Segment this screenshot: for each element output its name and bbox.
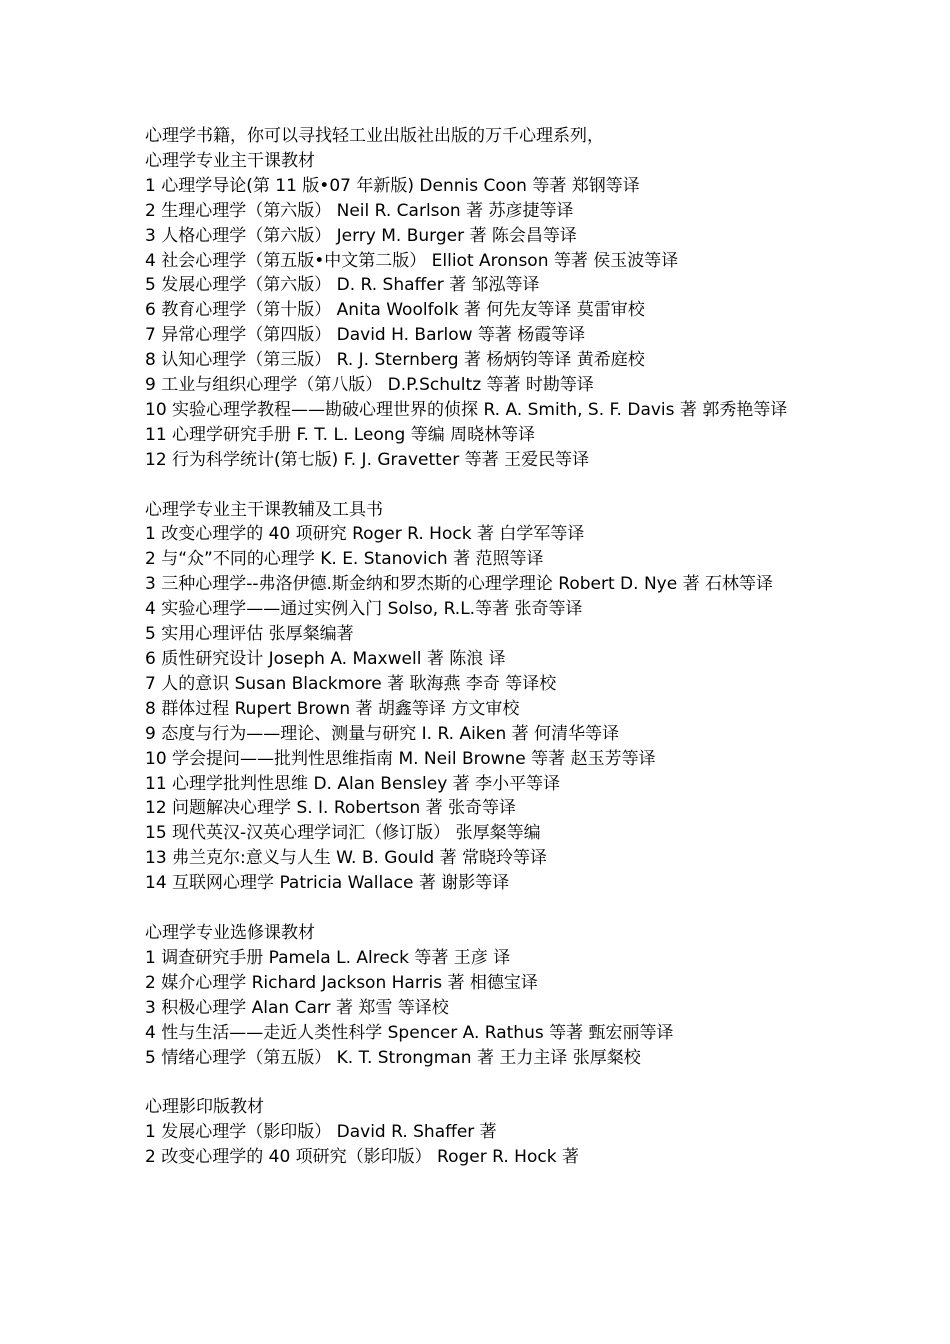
list-item: 12 行为科学统计(第七版) F. J. Gravetter 等著 王爱民等译 xyxy=(145,449,590,470)
list-item: 2 与“众”不同的心理学 K. E. Stanovich 著 范照等译 xyxy=(145,549,544,570)
list-item: 14 互联网心理学 Patricia Wallace 著 谢影等译 xyxy=(145,873,510,894)
list-item: 10 学会提问——批判性思维指南 M. Neil Browne 等著 赵玉芳等译 xyxy=(145,748,656,769)
list-item: 9 工业与组织心理学（第八版） D.P.Schultz 等著 时勘等译 xyxy=(145,375,594,396)
list-item: 5 实用心理评估 张厚粲编著 xyxy=(145,624,354,645)
list-item: 9 态度与行为——理论、测量与研究 I. R. Aiken 著 何清华等译 xyxy=(145,723,620,744)
list-item: 6 教育心理学（第十版） Anita Woolfolk 著 何先友等译 莫雷审校 xyxy=(145,300,645,321)
list-item: 3 积极心理学 Alan Carr 著 郑雪 等译校 xyxy=(145,997,449,1018)
list-item: 4 实验心理学——通过实例入门 Solso, R.L.等著 张奇等译 xyxy=(145,599,583,620)
section-supplementary-tools xyxy=(145,498,805,897)
list-item: 8 群体过程 Rupert Brown 著 胡鑫等译 方文审校 xyxy=(145,698,520,719)
list-item: 4 社会心理学（第五版•中文第二版） Elliot Aronson 等著 侯玉波等译 xyxy=(145,250,679,271)
list-item: 5 发展心理学（第六版） D. R. Shaffer 著 邹泓等译 xyxy=(145,275,540,296)
list-item: 1 调查研究手册 Pamela L. Alreck 等著 王彦 译 xyxy=(145,947,511,968)
list-item: 2 媒介心理学 Richard Jackson Harris 著 相德宝译 xyxy=(145,972,538,993)
list-item: 11 心理学研究手册 F. T. L. Leong 等编 周晓林等译 xyxy=(145,424,536,445)
section-elective-textbooks xyxy=(145,921,805,1070)
list-item: 5 情绪心理学（第五版） K. T. Strongman 著 王力主译 张厚粲校 xyxy=(145,1047,641,1068)
list-item: 1 改变心理学的 40 项研究 Roger R. Hock 著 白学军等译 xyxy=(145,524,585,545)
document-page xyxy=(145,124,805,1170)
section-heading: 心理学专业选修课教材 xyxy=(145,922,315,943)
list-item: 3 人格心理学（第六版） Jerry M. Burger 著 陈会昌等译 xyxy=(145,225,577,246)
list-item: 15 现代英汉-汉英心理学词汇（修订版） 张厚粲等编 xyxy=(145,823,541,844)
section-core-textbooks xyxy=(145,149,805,473)
list-item: 1 发展心理学（影印版） David R. Shaffer 著 xyxy=(145,1122,497,1143)
intro-text: 心理学书籍，你可以寻找轻工业出版社出版的万千心理系列， xyxy=(145,126,604,146)
list-item: 12 问题解决心理学 S. I. Robertson 著 张奇等译 xyxy=(145,798,517,819)
section-heading: 心理学专业主干课教辅及工具书 xyxy=(145,499,383,520)
list-item: 8 认知心理学（第三版） R. J. Sternberg 著 杨炳钧等译 黄希庭校 xyxy=(145,350,645,371)
list-item: 2 生理心理学（第六版） Neil R. Carlson 著 苏彦捷等译 xyxy=(145,200,574,221)
list-item: 11 心理学批判性思维 D. Alan Bensley 著 李小平等译 xyxy=(145,773,561,794)
blank-line xyxy=(145,473,805,498)
list-item: 6 质性研究设计 Joseph A. Maxwell 著 陈浪 译 xyxy=(145,649,506,670)
list-item: 7 人的意识 Susan Blackmore 著 耿海燕 李奇 等译校 xyxy=(145,673,557,694)
list-item: 10 实验心理学教程——勘破心理世界的侦探 R. A. Smith, S. F. Davis 著 郭秀艳等译 xyxy=(145,399,788,420)
blank-line xyxy=(145,896,805,921)
list-item: 4 性与生活——走近人类性科学 Spencer A. Rathus 等著 甄宏丽等译 xyxy=(145,1022,674,1043)
section-heading: 心理影印版教材 xyxy=(145,1097,264,1118)
blank-line xyxy=(145,1070,805,1095)
section-photocopy-textbooks xyxy=(145,1095,805,1170)
list-item: 7 异常心理学（第四版） David H. Barlow 等著 杨霞等译 xyxy=(145,325,586,346)
list-item: 3 三种心理学--弗洛伊德.斯金纳和罗杰斯的心理学理论 Robert D. Nye 著 石林等译 xyxy=(145,574,773,595)
section-heading: 心理学专业主干课教材 xyxy=(145,150,315,171)
list-item: 1 心理学导论(第 11 版•07 年新版) Dennis Coon 等著 郑钢等译 xyxy=(145,175,640,196)
list-item: 2 改变心理学的 40 项研究（影印版） Roger R. Hock 著 xyxy=(145,1147,579,1168)
list-item: 13 弗兰克尔:意义与人生 W. B. Gould 著 常晓玲等译 xyxy=(145,848,547,869)
